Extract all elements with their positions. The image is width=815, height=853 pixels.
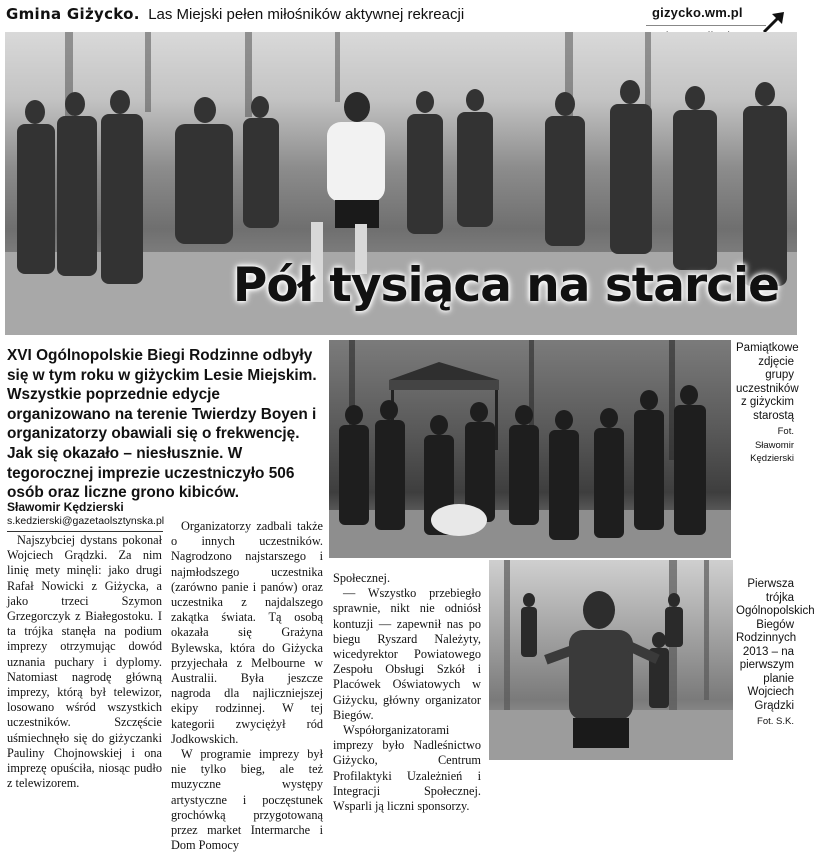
main-photo-race-start <box>5 32 797 335</box>
section-label: Gmina Giżycko. <box>6 5 140 23</box>
caption-text: Pierwsza trójka Ogólnopolskich Biegów Rodzinnych 2013 – na pierwszym planie Wojciech Grądzki <box>736 578 815 712</box>
site-divider <box>646 25 766 26</box>
runner-illustration <box>489 560 733 760</box>
lead-paragraph: XVI Ogólnopolskie Biegi Rodzinne odbyły się w tym roku w giżyckim Lesie Miejskim. Wszystkie poprzednie edycje organizowano na terenie Twierdzy Boyen i organizatorzy obawiali się o frekwencję. Jak się okazało – niesłusznie. W tegorocznej imprezie uczestniczyło 506 osób oraz liczne grono kibiców. <box>7 347 317 502</box>
body-column-2 <box>171 519 323 853</box>
group-illustration <box>329 340 731 558</box>
runner-photo <box>489 560 733 760</box>
subheadline: Las Miejski pełen miłośników aktywnej rekreacji <box>148 6 465 23</box>
author-email[interactable]: s.kedzierski@gazetaolsztynska.pl <box>7 515 165 527</box>
paragraph: Współorganizatorami imprezy było Nadleśnictwo Giżycko, Centrum Profilaktyki Uzależnień i Integracji Społecznej. Wsparli ją liczni sponsorzy. <box>333 723 481 814</box>
paragraph: Społecznej. <box>333 571 391 585</box>
group-photo-caption <box>736 342 799 466</box>
headline: Pół tysiąca na starcie <box>232 258 779 313</box>
body-column-1 <box>7 533 162 791</box>
paragraph: W programie imprezy był nie tylko bieg, ale też muzyczne występy artystyczne i poczęstunek grochówką przygotowaną przez market Intermarche i Dom Pomocy <box>171 747 323 853</box>
site-name[interactable]: gizycko.wm.pl <box>652 5 743 20</box>
author-divider <box>7 531 163 532</box>
paragraph: Najszybciej dystans pokonał Wojciech Grądzki. Za nim linię mety minęli: jako drugi Rafał Nowicki z Giżycka, a jako trzeci Szymon Grzegorczyk z Białegostoku. I ta trójka stanęła na podium imprezy otrzymując dowód uznania puchary i dyplomy. Natomiast nagrodę główną imprezy, którą był telewizor, losowano wśród wszystkich uczestników. Szczęście uśmiechnęło się do giżyczanki Pauliny Chojnowskiej i ona imprezę opuściła, niosąc pudło z telewizorem. <box>7 533 162 791</box>
runner-photo-caption <box>736 578 815 729</box>
paragraph: — Wszystko przebiegło sprawnie, nikt nie odniósł kontuzji — zapewnił nas po biegu Ryszard Należyty, wicedyrektor Powiatowego Zespołu Obsługi Szkół i Placówek Oświatowych w Giżycku, główny organizator Biegów. <box>333 586 481 722</box>
caption-text: Pamiątkowe zdjęcie grupy uczestników z giżyckim starostą <box>736 342 799 422</box>
photo-credit: Fot. S.K. <box>757 716 794 727</box>
article-header <box>6 5 592 27</box>
group-photo <box>329 340 731 558</box>
author-name: Sławomir Kędzierski <box>7 500 124 514</box>
photo-credit: Fot. Sławomir Kędzierski <box>750 426 794 464</box>
body-column-3 <box>333 571 481 814</box>
paragraph: Organizatorzy zadbali także o innych uczestników. Nagrodzono najstarszego i najmłodszego uczestnika (zarówno panie i panów) oraz uczestnika z najdalszego zakątka świata. Tą osobą okazała się Grażyna Bylewska, która do Giżycka przyjechała z Melbourne w Australii. Była jeszcze nagroda dla najliczniejszej ekipy rodzinnej. W tej kategorii zwyciężył ród Jodkowskich. <box>171 519 323 746</box>
